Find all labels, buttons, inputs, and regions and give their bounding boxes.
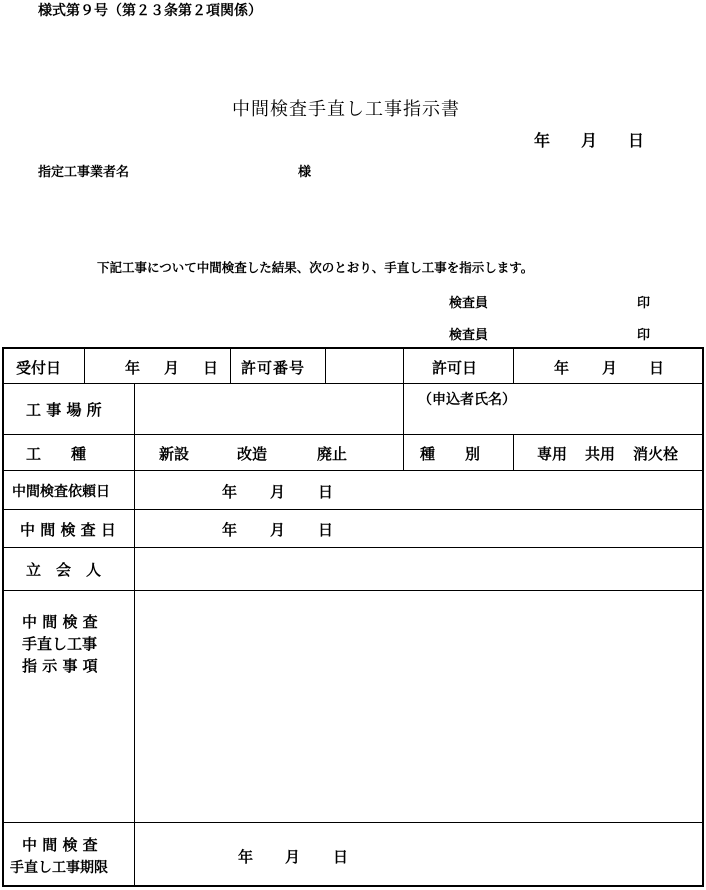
issue-date-day: 日 bbox=[628, 131, 645, 150]
applicant-name-label: （申込者氏名） bbox=[418, 392, 516, 408]
deadline-label-line2: 手直し工事期限 bbox=[10, 860, 108, 876]
col-divider bbox=[134, 383, 135, 887]
instructions-label-line1: 中 間 検 査 bbox=[22, 613, 98, 631]
row-divider bbox=[2, 434, 704, 435]
inspector-2-label: 検査員 bbox=[449, 328, 489, 343]
row-divider bbox=[2, 547, 704, 548]
receipt-date-day: 日 bbox=[203, 359, 219, 377]
instructions-label-line3: 指 示 事 項 bbox=[22, 657, 98, 675]
row-divider bbox=[2, 470, 704, 471]
category-hydrant: 消火栓 bbox=[633, 445, 679, 463]
work-type-abolish: 廃止 bbox=[317, 445, 348, 463]
inspection-request-day: 日 bbox=[318, 483, 334, 501]
receipt-date-label: 受付日 bbox=[16, 359, 62, 377]
form-number: 様式第９号（第２３条第２項関係） bbox=[38, 3, 262, 19]
category-exclusive: 専用 bbox=[537, 445, 568, 463]
row-divider bbox=[2, 590, 704, 591]
inspection-date-month: 月 bbox=[270, 521, 286, 539]
receipt-date-month: 月 bbox=[164, 359, 180, 377]
deadline-year: 年 bbox=[238, 848, 254, 866]
work-type-modify: 改造 bbox=[237, 445, 268, 463]
col-divider bbox=[84, 347, 85, 384]
col-divider bbox=[513, 347, 514, 384]
col-divider bbox=[230, 347, 231, 384]
work-type-label: 工 種 bbox=[26, 445, 87, 463]
deadline-day: 日 bbox=[333, 848, 349, 866]
witness-label: 立 会 人 bbox=[26, 561, 102, 579]
form-table bbox=[2, 347, 704, 887]
instructions-label-line2: 手直し工事 bbox=[22, 635, 98, 653]
inspection-request-month: 月 bbox=[270, 483, 286, 501]
work-location-label: 工 事 場 所 bbox=[26, 401, 102, 419]
category-label: 種 別 bbox=[420, 445, 481, 463]
honorific-sama: 様 bbox=[298, 165, 312, 180]
deadline-month: 月 bbox=[285, 848, 301, 866]
permit-date-year: 年 bbox=[554, 359, 570, 377]
permit-date-month: 月 bbox=[602, 359, 618, 377]
inspection-request-year: 年 bbox=[222, 483, 238, 501]
category-shared: 共用 bbox=[585, 445, 616, 463]
col-divider bbox=[325, 347, 326, 384]
deadline-label-line1: 中 間 検 査 bbox=[22, 836, 98, 854]
inspection-request-date-label: 中間検査依頼日 bbox=[12, 484, 110, 500]
inspection-date-day: 日 bbox=[318, 521, 334, 539]
col-divider bbox=[403, 347, 404, 471]
permit-date-day: 日 bbox=[649, 359, 665, 377]
inspector-2-seal: 印 bbox=[637, 328, 651, 343]
contractor-name-label: 指定工事業者名 bbox=[38, 165, 130, 180]
permit-number-label: 許可番号 bbox=[241, 359, 306, 377]
issue-date-year: 年 bbox=[534, 131, 551, 150]
permit-date-label: 許可日 bbox=[432, 359, 478, 377]
inspector-1-seal: 印 bbox=[637, 296, 651, 311]
row-divider bbox=[2, 383, 704, 384]
document-title: 中間検査手直し工事指示書 bbox=[232, 99, 460, 120]
receipt-date-year: 年 bbox=[125, 359, 141, 377]
row-divider bbox=[2, 509, 704, 510]
instruction-text: 下記工事について中間検査した結果、次のとおり、手直し工事を指示します。 bbox=[97, 260, 534, 275]
issue-date-month: 月 bbox=[581, 131, 598, 150]
row-divider bbox=[2, 822, 704, 823]
inspection-date-year: 年 bbox=[222, 521, 238, 539]
inspection-date-label: 中 間 検 査 日 bbox=[20, 521, 116, 539]
col-divider bbox=[513, 434, 514, 471]
inspector-1-label: 検査員 bbox=[449, 296, 489, 311]
work-type-new: 新設 bbox=[159, 445, 190, 463]
